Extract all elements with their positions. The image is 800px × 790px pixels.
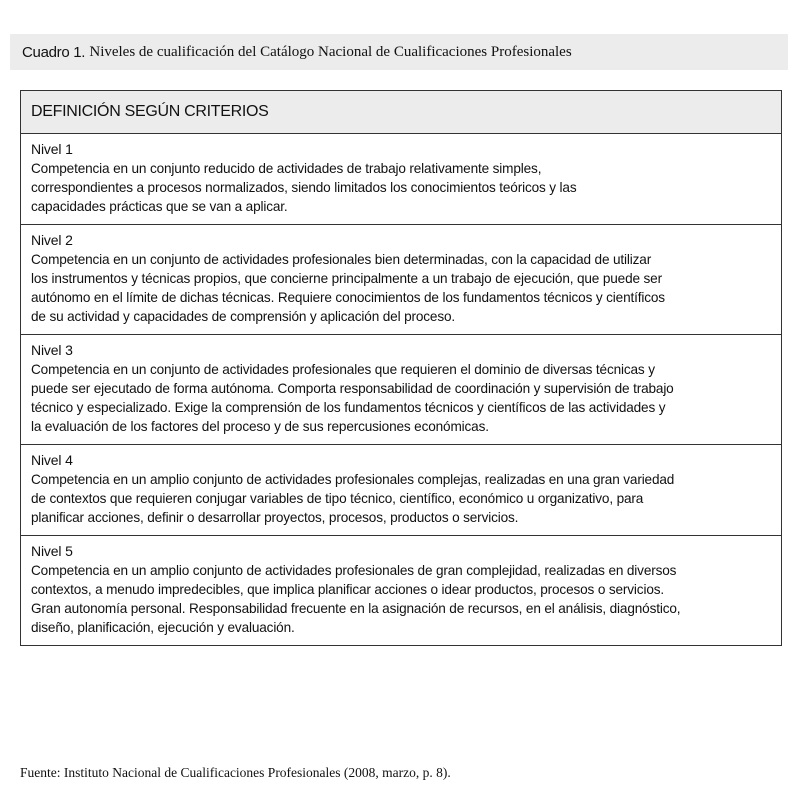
table-caption	[10, 34, 788, 70]
table-row	[21, 445, 781, 536]
level-description-line: diseño, planificación, ejecución y evaluación.	[31, 620, 295, 635]
level-description-line: Competencia en un amplio conjunto de actividades profesionales de gran complejidad, realizadas en diversos	[31, 563, 677, 578]
level-description-line: de su actividad y capacidades de comprensión y aplicación del proceso.	[31, 309, 456, 324]
level-description-line: los instrumentos y técnicas propios, que concierne principalmente a un trabajo de ejecución, que puede ser	[31, 271, 662, 286]
level-description-line: Competencia en un conjunto de actividades profesionales que requieren el dominio de diversas técnicas y	[31, 362, 655, 377]
level-description-line: autónomo en el límite de dichas técnicas. Requiere conocimientos de los fundamentos técnicos y científicos	[31, 290, 665, 305]
level-description-line: técnico y especializado. Exige la comprensión de los fundamentos técnicos y científicos de las actividades y	[31, 400, 666, 415]
level-title: Nivel 2	[31, 232, 73, 248]
level-description-line: correspondientes a procesos normalizados, siendo limitados los conocimientos teóricos y las	[31, 180, 577, 195]
level-title: Nivel 3	[31, 342, 73, 358]
level-description-line: de contextos que requieren conjugar variables de tipo técnico, científico, económico u organizativo, para	[31, 491, 644, 506]
level-title: Nivel 5	[31, 543, 73, 559]
level-description-line: planificar acciones, definir o desarrollar proyectos, procesos, productos o servicios.	[31, 510, 519, 525]
level-title: Nivel 4	[31, 452, 73, 468]
level-description-line: la evaluación de los factores del proceso y de sus repercusiones económicas.	[31, 419, 489, 434]
source-note: Fuente: Instituto Nacional de Cualificaciones Profesionales (2008, marzo, p. 8).	[20, 765, 451, 780]
table-row	[21, 134, 781, 225]
qualification-levels-table	[20, 90, 782, 646]
level-description-line: Competencia en un conjunto reducido de actividades de trabajo relativamente simples,	[31, 161, 542, 176]
table-row	[21, 335, 781, 445]
caption-title: Niveles de cualificación del Catálogo Nacional de Cualificaciones Profesionales	[89, 43, 572, 60]
level-description-line: contextos, a menudo impredecibles, que implica planificar acciones o idear productos, procesos o servicios.	[31, 582, 665, 597]
table-header: DEFINICIÓN SEGÚN CRITERIOS	[21, 91, 781, 134]
level-description-line: Gran autonomía personal. Responsabilidad frecuente en la asignación de recursos, en el análisis, diagnóstico,	[31, 601, 681, 616]
table-row	[21, 225, 781, 335]
level-description-line: Competencia en un amplio conjunto de actividades profesionales complejas, realizadas en una gran variedad	[31, 472, 675, 487]
level-title: Nivel 1	[31, 141, 73, 157]
caption-label: Cuadro 1.	[22, 43, 86, 61]
level-description-line: Competencia en un conjunto de actividades profesionales bien determinadas, con la capacidad de utilizar	[31, 252, 652, 267]
level-description-line: puede ser ejecutado de forma autónoma. Comporta responsabilidad de coordinación y supervisión de trabajo	[31, 381, 674, 396]
level-description-line: capacidades prácticas que se van a aplicar.	[31, 199, 288, 214]
table-row	[21, 536, 781, 645]
